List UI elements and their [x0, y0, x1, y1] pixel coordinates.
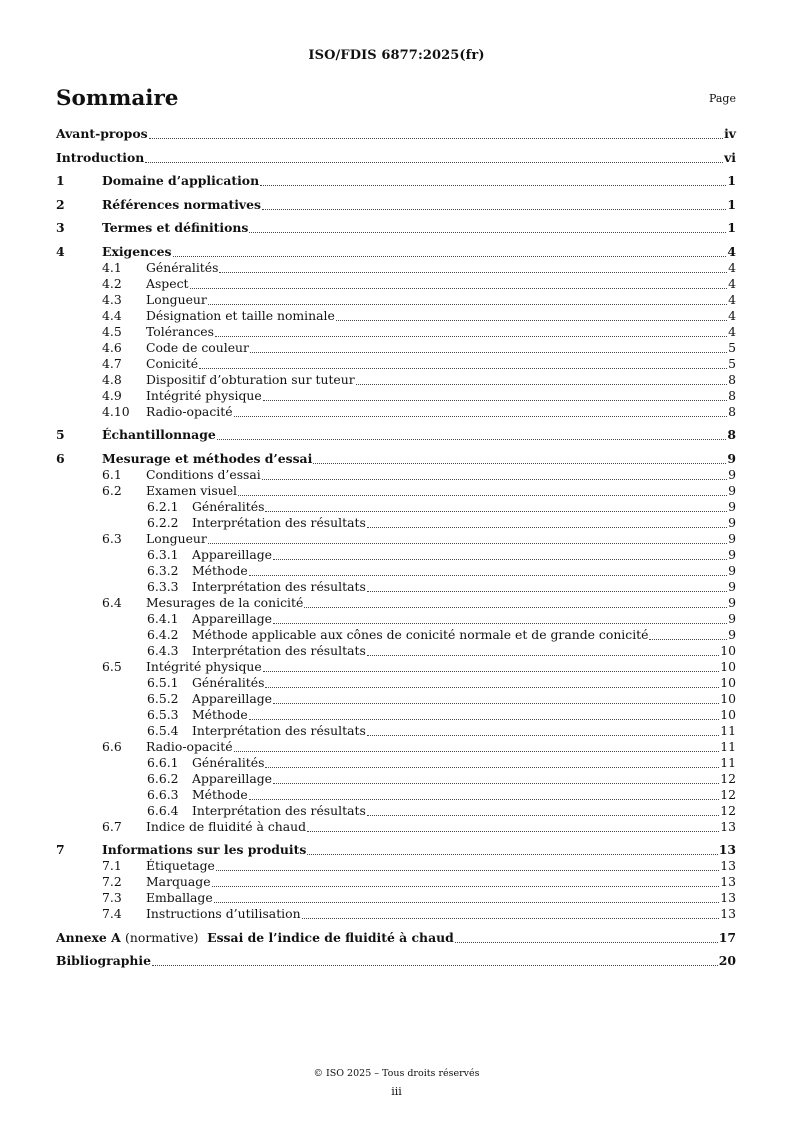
toc-entry-label: Essai de l’indice de fluidité à chaud	[207, 929, 454, 945]
toc-entry-page: 5	[728, 355, 736, 371]
toc-entry-number: 6.2.1	[147, 498, 179, 514]
toc-entry-page: 1	[727, 220, 736, 235]
toc-entry[interactable]	[56, 595, 736, 611]
toc-entry-page: 11	[720, 754, 736, 770]
toc-entry[interactable]	[56, 739, 736, 755]
toc-entry-number: 6.3.2	[147, 562, 179, 578]
toc-entry-page: 4	[728, 259, 736, 275]
toc-entry-page: 9	[728, 530, 736, 546]
toc-entry-label: Généralités	[192, 674, 265, 690]
toc-entry-number: 6.3	[102, 530, 122, 546]
toc-entry-number: 7.2	[102, 874, 122, 889]
toc-entry-label: Examen visuel	[146, 482, 238, 498]
toc-entry-page: 13	[720, 858, 736, 873]
toc-entry-text	[56, 467, 261, 483]
dot-leader	[262, 209, 726, 210]
toc-entry-page: 9	[728, 578, 736, 594]
toc-entry-number: 4.1	[102, 259, 122, 275]
dot-leader	[152, 965, 718, 966]
toc-entry-text	[56, 611, 272, 627]
dot-leader	[263, 400, 727, 401]
toc-entry-label: Méthode applicable aux cônes de conicité normale et de grande conicité	[192, 626, 649, 642]
toc-entry-text	[56, 691, 272, 707]
toc-entry-text	[56, 771, 272, 787]
toc-entry[interactable]	[56, 499, 736, 515]
toc-entry[interactable]	[56, 643, 736, 659]
dot-leader	[215, 336, 727, 337]
toc-entry-page: 4	[728, 291, 736, 307]
toc-entry-text	[56, 220, 248, 236]
toc-entry-label: Mesurages de la conicité	[146, 594, 304, 610]
toc-entry-label: Aspect	[146, 275, 189, 291]
toc-entry-label: Longueur	[146, 530, 207, 546]
toc-entry-text	[56, 499, 264, 515]
toc-entry-number: 7	[56, 842, 65, 857]
dot-leader	[336, 320, 727, 321]
toc-entry-text	[56, 819, 306, 835]
toc-entry-number: 6.1	[102, 466, 122, 482]
toc-entry-text	[56, 340, 249, 356]
dot-leader	[273, 703, 719, 704]
dot-leader	[249, 232, 726, 233]
toc-entry-page: 9	[728, 610, 736, 626]
toc-entry-page: 8	[727, 427, 736, 442]
toc-entry-page: 12	[720, 786, 736, 802]
toc-entry[interactable]	[56, 707, 736, 723]
toc-entry[interactable]	[56, 531, 736, 547]
toc-entry-text	[56, 906, 301, 922]
toc-entry-text	[56, 388, 262, 404]
toc-entry-page: 11	[720, 722, 736, 738]
toc-entry-label: Échantillonnage	[102, 427, 216, 442]
dot-leader	[214, 902, 720, 903]
toc-entry-number: 4.7	[102, 355, 122, 371]
annex-type: (normative)	[125, 929, 199, 945]
toc-entry-number: 6.5.2	[147, 690, 179, 706]
toc-entry-text	[56, 755, 264, 771]
toc-entry-label: Interprétation des résultats	[192, 722, 366, 738]
toc-entry[interactable]	[56, 547, 736, 563]
toc-entry-text	[56, 404, 233, 420]
toc-entry-page: 9	[728, 466, 736, 482]
toc-entry-number: 6.4.3	[147, 642, 179, 658]
toc-entry-label: Informations sur les produits	[102, 842, 307, 857]
dot-leader	[219, 272, 727, 273]
dot-leader	[234, 416, 728, 417]
dot-leader	[367, 815, 719, 816]
toc-entry-label: Méthode	[192, 706, 248, 722]
toc-entry-text	[56, 292, 207, 308]
toc-entry[interactable]	[56, 467, 736, 483]
toc-entry-number: 6.5	[102, 658, 122, 674]
toc-entry-text	[56, 276, 189, 292]
toc-entry-page: 13	[720, 818, 736, 834]
toc-entry-text	[56, 372, 355, 388]
toc-entry[interactable]	[56, 197, 736, 213]
toc-entry-label: Marquage	[146, 874, 211, 889]
toc-entry[interactable]	[56, 563, 736, 579]
dot-leader	[249, 575, 727, 576]
toc-entry[interactable]	[56, 858, 736, 874]
footer-page-number: iii	[391, 1085, 402, 1098]
dot-leader	[265, 767, 719, 768]
toc-entry-label: Appareillage	[192, 690, 272, 706]
toc-entry[interactable]	[56, 874, 736, 890]
toc-entry-text	[56, 858, 215, 874]
toc-entry-page: 9	[728, 594, 736, 610]
toc-entry-page: 8	[728, 387, 736, 403]
toc-entry-label: Longueur	[146, 291, 207, 307]
annex-label: Annexe A	[56, 929, 121, 945]
page-title: Sommaire	[56, 86, 179, 111]
toc-entry-text	[56, 930, 454, 946]
toc-entry-number: 4.2	[102, 275, 122, 291]
dot-leader	[302, 918, 720, 919]
toc-entry[interactable]	[56, 627, 736, 643]
toc-entry-number: 6.7	[102, 818, 122, 834]
toc-entry-page: 8	[728, 371, 736, 387]
toc-entry-label: Généralités	[192, 754, 265, 770]
toc-entry-number: 4.6	[102, 339, 122, 355]
toc-entry-number: 4.10	[102, 403, 130, 419]
toc-entry-number: 6.6.4	[147, 802, 179, 818]
toc-entry-text	[56, 874, 211, 890]
toc-entry[interactable]	[56, 356, 736, 372]
toc-entry-text	[56, 563, 248, 579]
toc-entry-label: Radio-opacité	[146, 403, 233, 419]
toc-entry-page: 8	[728, 403, 736, 419]
toc-entry-label: Appareillage	[192, 770, 272, 786]
toc-entry-label: Interprétation des résultats	[192, 578, 366, 594]
dot-leader	[455, 942, 718, 943]
toc-entry[interactable]	[56, 579, 736, 595]
dot-leader	[249, 719, 720, 720]
toc-entry-label: Interprétation des résultats	[192, 642, 366, 658]
toc-entry[interactable]	[56, 150, 736, 166]
dot-leader	[199, 368, 727, 369]
toc-entry-page: 10	[720, 706, 736, 722]
toc-entry-text	[56, 595, 303, 611]
toc-entry-text	[56, 531, 207, 547]
toc-entry-text	[56, 356, 198, 372]
toc-entry-page: 13	[720, 874, 736, 889]
toc-entry-text	[56, 547, 272, 563]
toc-entry-text	[56, 803, 366, 819]
toc-entry[interactable]	[56, 803, 736, 819]
toc-entry-number: 7.1	[102, 858, 122, 873]
toc-entry[interactable]	[56, 372, 736, 388]
toc-entry[interactable]	[56, 244, 736, 260]
dot-leader	[304, 607, 727, 608]
toc-entry-page: 12	[720, 770, 736, 786]
dot-leader	[649, 639, 727, 640]
toc-entry-page: 5	[728, 339, 736, 355]
toc-entry-page: 13	[718, 842, 736, 857]
toc-entry-label: Mesurage et méthodes d’essai	[102, 450, 313, 466]
toc-entry-text	[56, 675, 264, 691]
toc-entry[interactable]	[56, 890, 736, 906]
toc-entry[interactable]	[56, 451, 736, 467]
toc-entry[interactable]	[56, 308, 736, 324]
dot-leader	[356, 384, 727, 385]
dot-leader	[313, 463, 726, 464]
toc-entry-number: 6.4.2	[147, 626, 179, 642]
toc-entry[interactable]	[56, 427, 736, 443]
toc-entry-text	[56, 953, 151, 969]
toc-entry-number: 6.6	[102, 738, 122, 754]
toc-entry-page: 9	[727, 450, 736, 466]
toc-entry-text	[56, 515, 366, 531]
toc-entry-text	[56, 244, 172, 260]
dot-leader	[208, 304, 727, 305]
toc-entry[interactable]	[56, 755, 736, 771]
dot-leader	[273, 623, 727, 624]
dot-leader	[307, 831, 719, 832]
toc-entry-number: 4.3	[102, 291, 122, 307]
toc-entry[interactable]	[56, 611, 736, 627]
toc-entry-page: 1	[727, 173, 736, 188]
toc-entry[interactable]	[56, 173, 736, 189]
toc-entry-number: 6.6.2	[147, 770, 179, 786]
toc-entry[interactable]	[56, 723, 736, 739]
toc-entry-page: 4	[728, 307, 736, 323]
dot-leader	[273, 783, 719, 784]
toc-entry-text	[56, 451, 312, 467]
toc-entry-label: Étiquetage	[146, 858, 215, 873]
toc-entry-text	[56, 707, 248, 723]
toc-entry-page: 4	[727, 243, 736, 259]
dot-leader	[212, 886, 720, 887]
dot-leader	[234, 751, 720, 752]
toc-entry-label: Domaine d’application	[102, 173, 260, 188]
toc-entry-page: 4	[728, 323, 736, 339]
toc-entry-page: 9	[728, 546, 736, 562]
toc-entry-number: 6.2.2	[147, 514, 179, 530]
toc-entry-number: 6.6.1	[147, 754, 179, 770]
dot-leader	[145, 162, 723, 163]
toc-entry-number: 7.3	[102, 890, 122, 905]
toc-entry-page: 9	[728, 482, 736, 498]
toc-entry[interactable]	[56, 691, 736, 707]
toc-entry-text	[56, 324, 214, 340]
toc-entry-label: Termes et définitions	[102, 220, 249, 235]
dot-leader	[367, 655, 719, 656]
toc-entry-number: 3	[56, 220, 65, 235]
toc-entry[interactable]	[56, 404, 736, 420]
toc-entry-number: 6.5.3	[147, 706, 179, 722]
toc-entry-label: Généralités	[146, 259, 219, 275]
dot-leader	[250, 352, 727, 353]
toc-entry-page: 20	[718, 953, 736, 968]
dot-leader	[217, 439, 727, 440]
toc-entry-page: iv	[724, 126, 736, 141]
toc-entry-label: Conditions d’essai	[146, 466, 261, 482]
toc-entry-page: 9	[728, 562, 736, 578]
toc-entry-number: 6.3.1	[147, 546, 179, 562]
toc-entry-text	[56, 427, 216, 443]
toc-entry-number: 5	[56, 427, 65, 442]
toc-entry-number: 4	[56, 243, 65, 259]
dot-leader	[265, 511, 727, 512]
toc-entry-text	[56, 260, 218, 276]
toc-entry-label: Désignation et taille nominale	[146, 307, 335, 323]
toc-entry-page: 9	[728, 514, 736, 530]
toc-entry-label: Interprétation des résultats	[192, 802, 366, 818]
dot-leader	[249, 799, 720, 800]
toc-entry[interactable]	[56, 842, 736, 858]
toc-entry-number: 6.3.3	[147, 578, 179, 594]
toc-entry[interactable]	[56, 515, 736, 531]
toc-entry-page: 9	[728, 498, 736, 514]
toc-entry-number: 6.6.3	[147, 786, 179, 802]
toc-entry-text	[56, 579, 366, 595]
dot-leader	[149, 138, 724, 139]
dot-leader	[265, 687, 719, 688]
toc-entry-label: Références normatives	[102, 196, 261, 212]
dot-leader	[273, 559, 727, 560]
document-id-header: ISO/FDIS 6877:2025(fr)	[308, 48, 485, 63]
toc-entry-label: Interprétation des résultats	[192, 514, 366, 530]
toc-entry-number: 1	[56, 173, 65, 188]
toc-entry-text	[56, 308, 335, 324]
toc-entry-number: 6.4.1	[147, 610, 179, 626]
toc-entry[interactable]	[56, 388, 736, 404]
toc-entry[interactable]	[56, 324, 736, 340]
toc-entry[interactable]	[56, 483, 736, 499]
dot-leader	[263, 671, 719, 672]
toc-entry-label: Intégrité physique	[146, 658, 262, 674]
toc-entry-number: 6.2	[102, 482, 122, 498]
toc-entry-label: Radio-opacité	[146, 738, 233, 754]
toc-entry-page: 13	[720, 906, 736, 921]
toc-entry-label: Appareillage	[192, 546, 272, 562]
toc-entry[interactable]	[56, 906, 736, 922]
toc-entry-number: 7.4	[102, 906, 122, 921]
toc-entry-number: 4.5	[102, 323, 122, 339]
toc-entry-page: 9	[728, 626, 736, 642]
toc-entry-page: 4	[728, 275, 736, 291]
toc-entry-label: Bibliographie	[56, 953, 152, 968]
toc-entry[interactable]	[56, 930, 736, 946]
toc-entry-label: Exigences	[102, 243, 172, 259]
toc-entry-number: 6.4	[102, 594, 122, 610]
toc-entry-page: 10	[720, 658, 736, 674]
toc-entry-text	[56, 739, 233, 755]
dot-leader	[367, 591, 727, 592]
toc-entry[interactable]	[56, 659, 736, 675]
dot-leader	[190, 288, 728, 289]
footer-copyright: © ISO 2025 – Tous droits réservés	[313, 1068, 480, 1079]
toc-entry[interactable]	[56, 953, 736, 969]
toc-entry-label: Avant-propos	[56, 126, 148, 141]
toc-entry-page: 11	[720, 738, 736, 754]
toc-entry-text	[56, 173, 259, 189]
toc-entry-text	[56, 197, 261, 213]
toc-entry-page: 10	[720, 642, 736, 658]
toc-entry-number: 4.8	[102, 371, 122, 387]
toc-entry-number: 6.5.1	[147, 674, 179, 690]
toc-entry-number: 6.5.4	[147, 722, 179, 738]
toc-entry[interactable]	[56, 819, 736, 835]
dot-leader	[238, 495, 727, 496]
dot-leader	[260, 185, 726, 186]
toc-entry-label: Indice de fluidité à chaud	[146, 818, 307, 834]
toc-entry-text	[56, 150, 144, 166]
dot-leader	[262, 479, 727, 480]
dot-leader	[367, 527, 727, 528]
toc-entry-label: Appareillage	[192, 610, 272, 626]
toc-entry-text	[56, 842, 306, 858]
toc-entry-page: 10	[720, 690, 736, 706]
toc-entry-text	[56, 126, 148, 142]
toc-entry-label: Introduction	[56, 149, 145, 165]
dot-leader	[208, 543, 727, 544]
toc-entry-text	[56, 659, 262, 675]
toc-entry[interactable]	[56, 771, 736, 787]
toc-entry-text	[56, 723, 366, 739]
table-of-contents	[56, 126, 736, 969]
dot-leader	[367, 735, 719, 736]
toc-entry[interactable]	[56, 292, 736, 308]
toc-entry-text	[56, 890, 213, 906]
toc-entry[interactable]	[56, 260, 736, 276]
toc-entry-label: Instructions d’utilisation	[146, 906, 301, 921]
toc-entry-page: 1	[727, 196, 736, 212]
toc-entry-text	[56, 787, 248, 803]
toc-entry-page: 17	[718, 929, 736, 945]
toc-entry-label: Généralités	[192, 498, 265, 514]
toc-entry[interactable]	[56, 787, 736, 803]
toc-entry-page: 13	[720, 890, 736, 905]
toc-entry-number: 6	[56, 450, 65, 466]
toc-entry-page: 10	[720, 674, 736, 690]
toc-entry-text	[56, 483, 237, 499]
toc-entry-label: Intégrité physique	[146, 387, 262, 403]
toc-entry[interactable]	[56, 340, 736, 356]
toc-entry-text	[56, 643, 366, 659]
toc-entry-number: 4.4	[102, 307, 122, 323]
toc-entry-label: Emballage	[146, 890, 213, 905]
toc-entry-label: Dispositif d’obturation sur tuteur	[146, 371, 355, 387]
toc-entry[interactable]	[56, 126, 736, 142]
dot-leader	[173, 256, 727, 257]
toc-entry-text	[56, 627, 648, 643]
toc-entry-number: 4.9	[102, 387, 122, 403]
dot-leader	[307, 854, 717, 855]
toc-entry[interactable]	[56, 675, 736, 691]
toc-entry-label: Méthode	[192, 786, 248, 802]
toc-entry-label: Tolérances	[146, 323, 214, 339]
toc-entry[interactable]	[56, 220, 736, 236]
toc-entry-label: Méthode	[192, 562, 248, 578]
toc-entry-page: 12	[720, 802, 736, 818]
toc-entry-label: Code de couleur	[146, 339, 249, 355]
toc-entry-page: vi	[724, 149, 736, 165]
page-column-label: Page	[708, 92, 736, 105]
toc-entry[interactable]	[56, 276, 736, 292]
dot-leader	[216, 870, 719, 871]
toc-entry-number: 2	[56, 196, 65, 212]
toc-entry-label: Conicité	[146, 355, 199, 371]
